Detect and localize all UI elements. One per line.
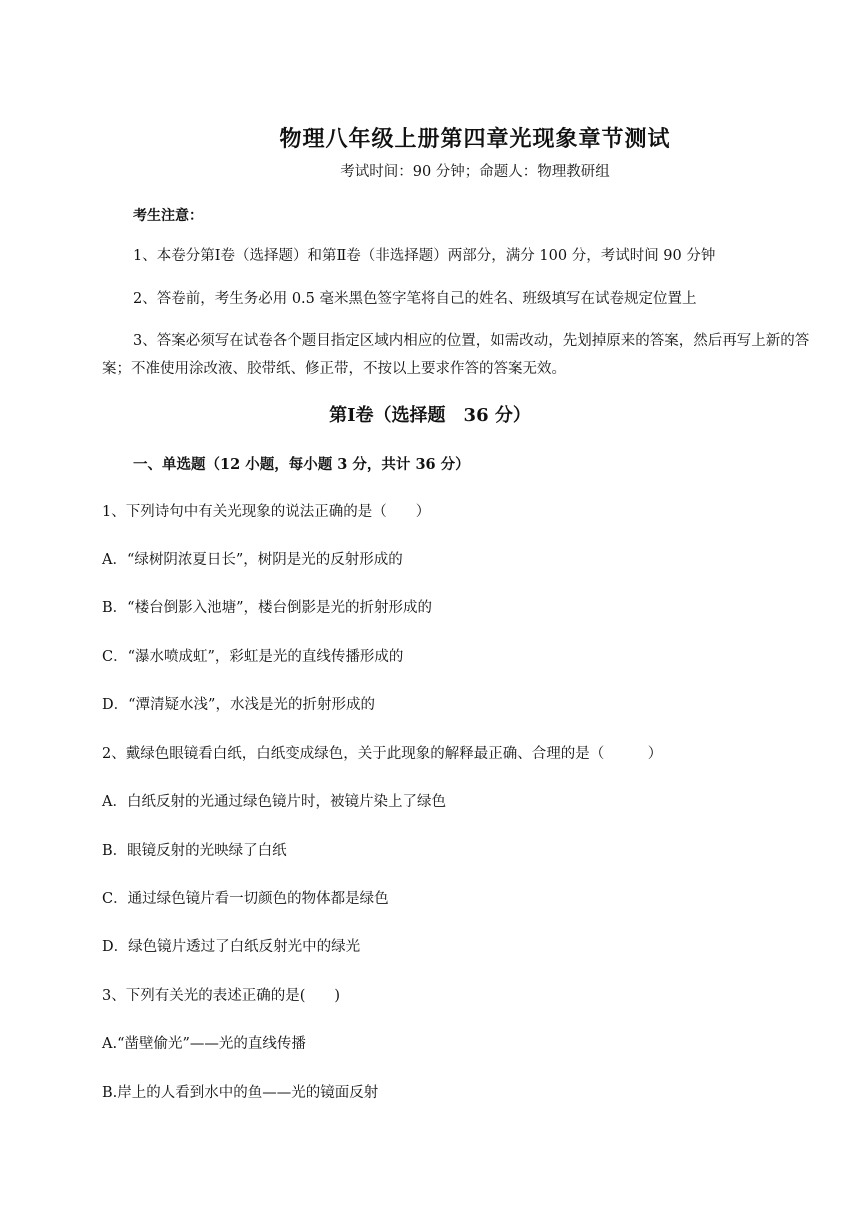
part-heading: 一、单选题（12 小题，每小题 3 分，共计 36 分） — [133, 456, 470, 473]
question-option: C．“瀑水喷成虹”，彩虹是光的直线传播形成的 — [102, 649, 404, 665]
question-option: A.“凿壁偷光”——光的直线传播 — [102, 1036, 306, 1052]
notice-heading: 考生注意： — [133, 208, 203, 224]
question-option: B.岸上的人看到水中的鱼——光的镜面反射 — [102, 1085, 379, 1101]
notice-item: 1、本卷分第Ⅰ卷（选择题）和第Ⅱ卷（非选择题）两部分，满分 100 分，考试时间 90 分钟 — [133, 248, 716, 264]
question-option: B．“楼台倒影入池塘”，楼台倒影是光的折射形成的 — [102, 600, 432, 616]
question-stem: 1、下列诗句中有关光现象的说法正确的是（ ） — [102, 504, 431, 520]
question-option: D．绿色镜片透过了白纸反射光中的绿光 — [102, 939, 361, 955]
page-title: 物理八年级上册第四章光现象章节测试 — [279, 126, 671, 152]
question-option: A．白纸反射的光通过绿色镜片时，被镜片染上了绿色 — [102, 794, 446, 810]
question-stem: 3、下列有关光的表述正确的是( ) — [102, 988, 341, 1004]
notice-item: 3、答案必须写在试卷各个题目指定区域内相应的位置，如需改动，先划掉原来的答案，然后再写上新的答案；不准使用涂改液、胶带纸、修正带，不按以上要求作答的答案无效。 — [102, 333, 810, 377]
question-stem: 2、戴绿色眼镜看白纸，白纸变成绿色，关于此现象的解释最正确、合理的是（ ） — [102, 746, 663, 762]
section-title: 第Ⅰ卷（选择题 36 分） — [329, 405, 531, 426]
exam-info: 考试时间：90 分钟；命题人：物理教研组 — [340, 164, 610, 180]
question-option: B．眼镜反射的光映绿了白纸 — [102, 843, 287, 859]
question-option: C．通过绿色镜片看一切颜色的物体都是绿色 — [102, 891, 389, 907]
notice-item: 2、答卷前，考生务必用 0.5 毫米黑色签字笔将自己的姓名、班级填写在试卷规定位置上 — [133, 291, 697, 307]
question-option: D．“潭清疑水浅”，水浅是光的折射形成的 — [102, 697, 375, 713]
question-option: A．“绿树阴浓夏日长”，树阴是光的反射形成的 — [102, 552, 403, 568]
